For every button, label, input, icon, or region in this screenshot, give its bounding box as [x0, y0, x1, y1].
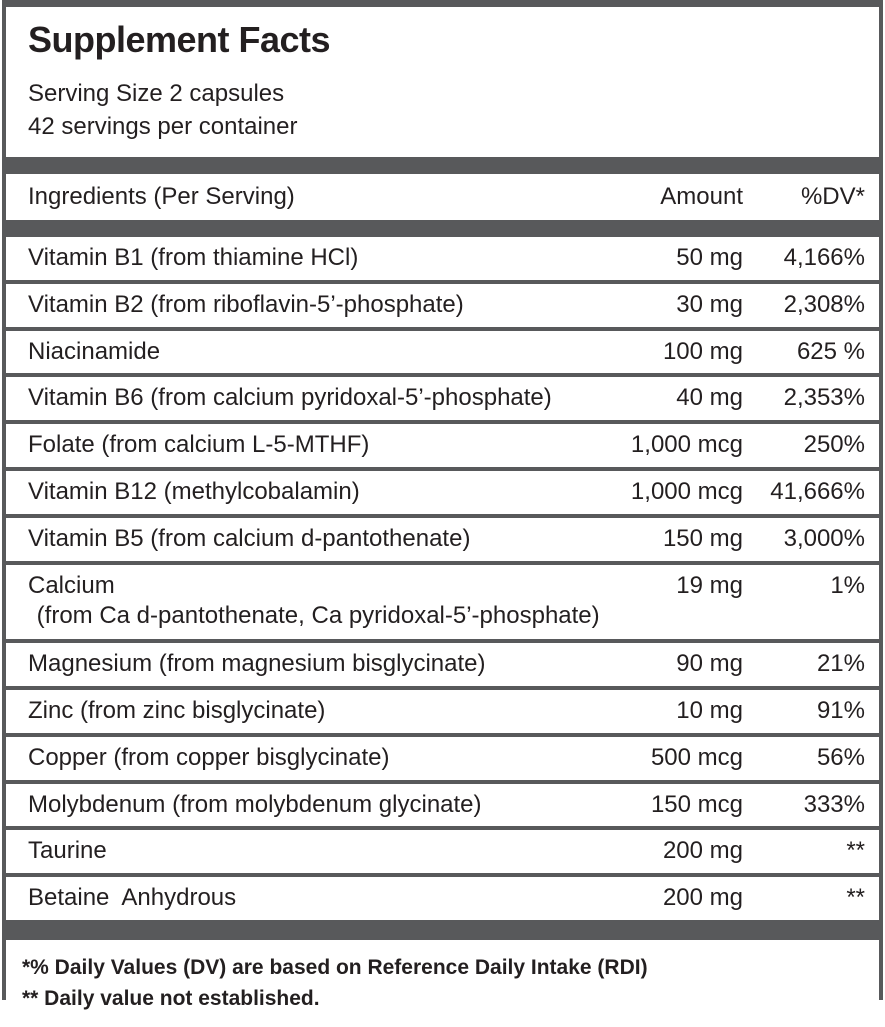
ingredient-name: Copper (from copper bisglycinate) [28, 743, 390, 771]
ingredient-row [6, 237, 879, 280]
ingredient-name: Vitamin B1 (from thiamine HCl) [28, 244, 359, 272]
servings-per-container: 42 servings per container [28, 112, 298, 140]
column-header-amount: Amount [660, 183, 743, 211]
column-header-row [6, 174, 879, 220]
ingredient-amount: 150 mcg [650, 790, 743, 818]
ingredient-dv: 4,166% [783, 244, 865, 272]
label-header [6, 7, 879, 157]
ingredient-name: Taurine [28, 837, 107, 865]
ingredient-amount: 30 mg [676, 290, 743, 318]
supplement-facts-label [2, 0, 883, 1011]
ingredient-row [6, 471, 879, 514]
ingredient-name: Betaine Anhydrous [28, 884, 237, 912]
footnote: ** Daily value not established. [22, 987, 320, 1011]
ingredient-amount: 1,000 mcg [630, 431, 743, 459]
ingredient-rows [6, 237, 879, 920]
ingredient-name: Molybdenum (from molybdenum glycinate) [28, 790, 482, 818]
label-title: Supplement Facts [28, 19, 331, 60]
ingredient-name: Niacinamide [28, 337, 161, 365]
ingredient-dv: 41,666% [770, 478, 865, 505]
ingredient-amount: 200 mg [662, 884, 743, 912]
ingredient-row [6, 377, 879, 420]
ingredient-dv: 21% [816, 650, 865, 678]
ingredient-row [6, 284, 879, 327]
ingredient-name: Vitamin B12 (methylcobalamin) [28, 478, 360, 505]
ingredient-dv: 3,000% [783, 524, 865, 552]
ingredient-amount: 1,000 mcg [630, 478, 743, 505]
ingredient-row [6, 331, 879, 374]
footnotes [6, 940, 879, 1027]
ingredient-row [6, 877, 879, 920]
ingredient-amount: 500 mcg [650, 743, 743, 771]
ingredient-amount: 100 mg [662, 337, 743, 365]
ingredient-row [6, 424, 879, 467]
ingredient-dv: 2,353% [783, 384, 865, 412]
footnote: *% Daily Values (DV) are based on Reference Daily Intake (RDI) [22, 955, 648, 979]
ingredient-dv: 91% [816, 696, 865, 724]
ingredient-name: Vitamin B6 (from calcium pyridoxal-5’-phosphate) [28, 384, 552, 412]
ingredient-dv: ** [846, 837, 865, 865]
ingredient-row [6, 784, 879, 827]
serving-size: Serving Size 2 capsules [28, 79, 285, 107]
ingredient-amount: 90 mg [676, 650, 743, 678]
ingredient-row [6, 737, 879, 780]
ingredient-source-note: (from Ca d-pantothenate, Ca pyridoxal-5’-phosphate) [30, 602, 600, 630]
ingredient-row [6, 518, 879, 561]
ingredient-name: Magnesium (from magnesium bisglycinate) [28, 650, 486, 678]
ingredient-dv: 250% [803, 431, 865, 459]
ingredient-amount: 200 mg [662, 837, 743, 865]
ingredient-amount: 150 mg [662, 524, 743, 552]
ingredient-amount: 10 mg [676, 696, 743, 724]
ingredient-row [6, 690, 879, 733]
ingredient-row [6, 643, 879, 686]
ingredient-name: Zinc (from zinc bisglycinate) [28, 696, 326, 724]
ingredient-amount: 19 mg [676, 571, 743, 599]
ingredient-dv: 2,308% [783, 290, 865, 318]
ingredient-amount: 50 mg [676, 244, 743, 272]
ingredient-dv: 625 % [796, 337, 865, 365]
ingredient-row [6, 565, 879, 640]
ingredient-name: Folate (from calcium L-5-MTHF) [28, 431, 370, 459]
ingredient-row [6, 830, 879, 873]
ingredient-amount: 40 mg [676, 384, 743, 412]
ingredient-name: Vitamin B2 (from riboflavin-5’-phosphate) [28, 290, 464, 318]
ingredient-dv: 56% [816, 743, 865, 771]
column-header-dv: %DV* [800, 183, 865, 211]
ingredient-dv: ** [846, 884, 865, 912]
ingredient-name: Calcium [28, 571, 115, 599]
column-header-ingredient: Ingredients (Per Serving) [28, 183, 295, 211]
ingredient-name: Vitamin B5 (from calcium d-pantothenate) [28, 524, 471, 552]
ingredient-dv: 1% [830, 571, 865, 599]
ingredient-dv: 333% [803, 790, 865, 818]
